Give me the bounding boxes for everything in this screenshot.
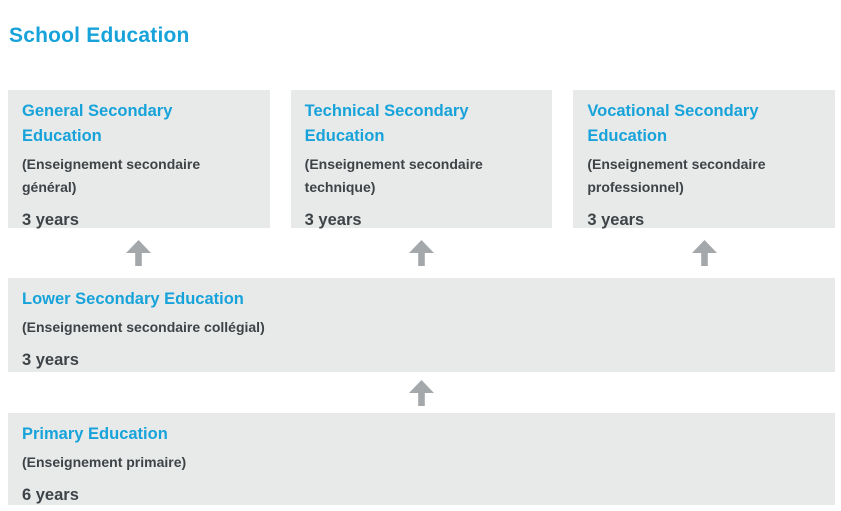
technical-secondary-education-box bbox=[291, 90, 553, 228]
level-name: General Secondary Education bbox=[22, 102, 173, 145]
level-duration: 3 years bbox=[22, 351, 79, 369]
level-native-name: (Enseignement secondaire général) bbox=[22, 156, 201, 195]
level-duration: 3 years bbox=[22, 211, 79, 229]
level-native-name: (Enseignement primaire) bbox=[22, 454, 187, 470]
level-duration: 3 years bbox=[587, 211, 645, 229]
page-title: School Education bbox=[9, 24, 190, 47]
level-native-name: (Enseignement secondaire professionnel) bbox=[587, 156, 766, 195]
vocational-secondary-education-box bbox=[573, 90, 835, 228]
up-arrow-icon bbox=[409, 380, 434, 406]
progression-arrow-row bbox=[8, 372, 835, 413]
level-native-name: (Enseignement secondaire technique) bbox=[304, 156, 483, 195]
upper-secondary-row bbox=[8, 90, 835, 228]
level-native-name: (Enseignement secondaire collégial) bbox=[22, 319, 265, 335]
lower-secondary-education-box bbox=[8, 278, 835, 372]
up-arrow-icon bbox=[126, 240, 151, 266]
level-duration: 3 years bbox=[304, 211, 362, 229]
level-duration: 6 years bbox=[22, 486, 79, 504]
level-name: Vocational Secondary Education bbox=[587, 102, 759, 145]
general-secondary-education-box bbox=[8, 90, 270, 228]
lower-secondary-row bbox=[8, 278, 835, 372]
up-arrow-icon bbox=[692, 240, 717, 266]
level-name: Primary Education bbox=[22, 425, 168, 443]
primary-row bbox=[8, 413, 835, 505]
progression-arrows-row bbox=[8, 228, 835, 278]
up-arrow-icon bbox=[409, 240, 434, 266]
primary-education-box bbox=[8, 413, 835, 505]
level-name: Lower Secondary Education bbox=[22, 290, 244, 308]
level-name: Technical Secondary Education bbox=[304, 102, 469, 145]
